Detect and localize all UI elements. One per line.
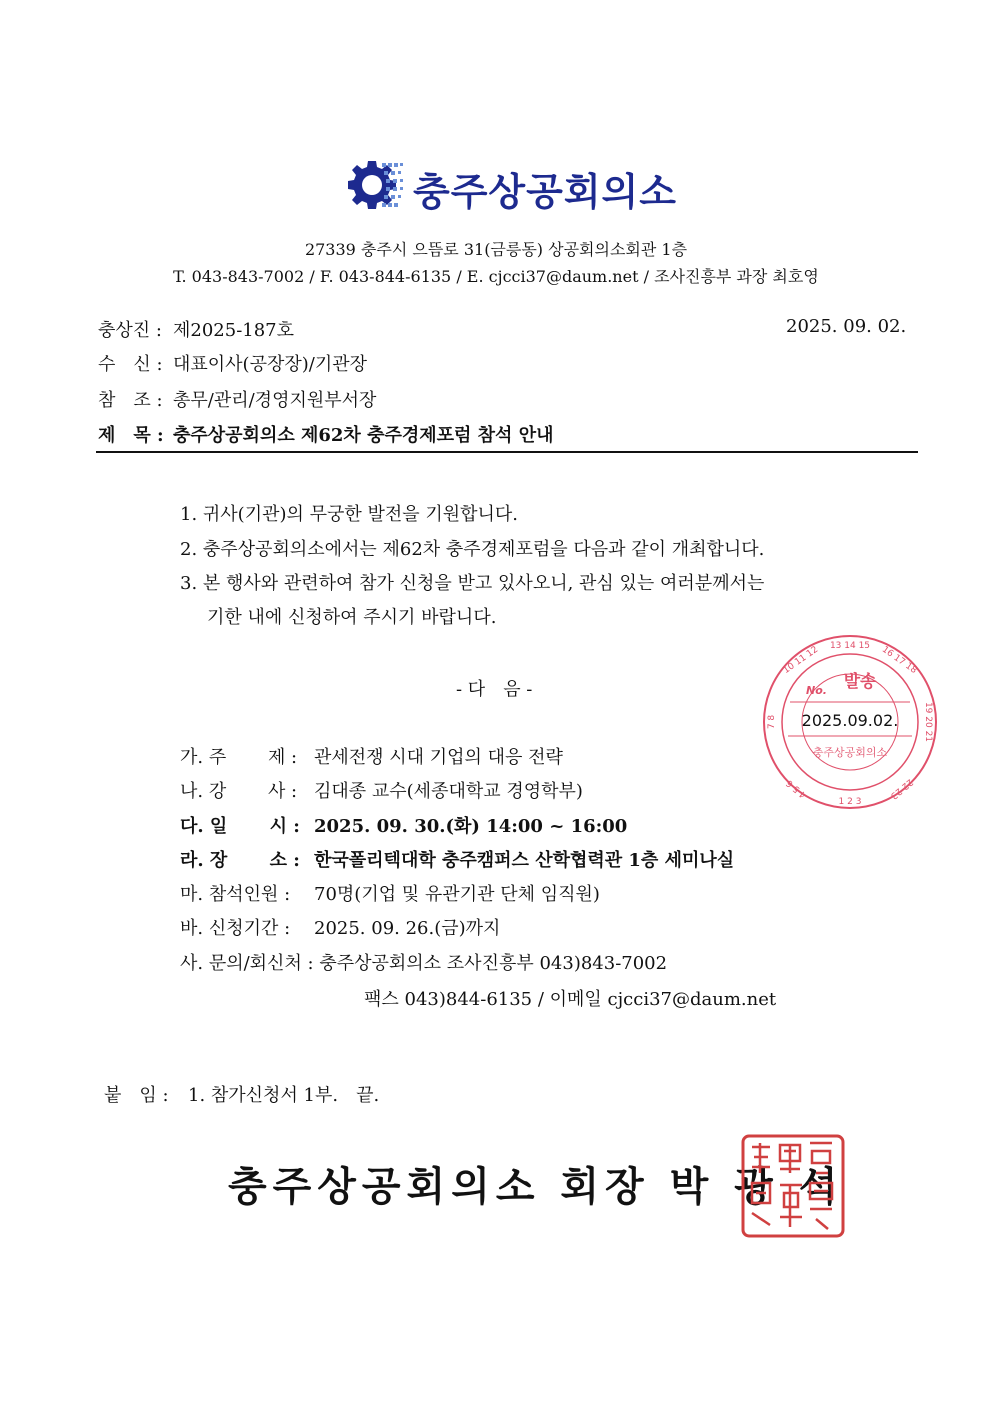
detail-label: 바. 신청기간 : — [180, 918, 291, 939]
detail-value: 충주상공회의소 조사진흥부 043)843-7002 — [319, 953, 668, 974]
paragraph-3b: 기한 내에 신청하여 주시기 바랍니다. — [207, 607, 497, 628]
detail-row — [180, 949, 667, 975]
attachment-value: 1. 참가신청서 1부. 끝. — [188, 1085, 380, 1106]
attachment-label: 붙 임 : — [104, 1085, 169, 1106]
stamp-title: 발송 — [843, 672, 877, 692]
detail-label: 사. 문의/회신처 : — [180, 953, 314, 974]
contact-line-2: 팩스 043)844-6135 / 이메일 cjcci37@daum.net — [364, 989, 777, 1010]
detail-label: 다. 일 시 : — [180, 816, 300, 837]
details-heading: - 다 음 - — [456, 679, 533, 700]
detail-value: 관세전쟁 시대 기업의 대응 전략 — [314, 747, 563, 768]
svg-text:19 20 21: 19 20 21 — [923, 701, 933, 743]
doc-number-label: 충상진 : — [98, 320, 162, 341]
stamp-date: 2025.09.02. — [801, 711, 899, 730]
reference: 총무/관리/경영지원부서장 — [173, 390, 377, 411]
attachment-row — [104, 1081, 379, 1107]
subject: 충주상공회의소 제62차 충주경제포럼 참석 안내 — [173, 425, 554, 446]
recipient-row — [98, 350, 367, 376]
detail-row — [180, 812, 627, 838]
org-name-logo: 충주상공회의소 — [413, 170, 677, 214]
signature: 충주상공회의소 회장 박 광 석 — [228, 1163, 844, 1210]
detail-label: 라. 장 소 : — [180, 850, 300, 871]
paragraph-1: 1. 귀사(기관)의 무궁한 발전을 기원합니다. — [180, 504, 519, 525]
detail-row — [180, 743, 563, 769]
svg-text:16 17 18: 16 17 18 — [879, 644, 919, 676]
official-seal-icon — [740, 1133, 846, 1239]
svg-text:1 2 3: 1 2 3 — [838, 797, 862, 807]
detail-row — [180, 777, 583, 803]
paragraph-3a: 3. 본 행사와 관련하여 참가 신청을 받고 있사오니, 관심 있는 여러분께서는 — [180, 573, 765, 594]
svg-text:22 23: 22 23 — [888, 776, 915, 801]
doc-number: 제2025-187호 — [173, 320, 295, 341]
recipient: 대표이사(공장장)/기관장 — [173, 354, 367, 375]
stamp-no: No. — [806, 684, 827, 697]
subject-row — [98, 421, 554, 447]
paragraph-2: 2. 충주상공회의소에서는 제62차 충주경제포럼을 다음과 같이 개최합니다. — [180, 539, 765, 560]
detail-label: 가. 주 제 : — [180, 747, 298, 768]
logo — [338, 155, 678, 221]
detail-value: 70명(기업 및 유관기관 단체 임직원) — [314, 884, 600, 905]
detail-row — [180, 846, 734, 872]
svg-text:4 5 6: 4 5 6 — [784, 777, 809, 800]
contact-line: T. 043-843-7002 / F. 043-844-6135 / E. cjcci37@daum.net / 조사진흥부 과장 최호영 — [173, 267, 819, 286]
doc-date: 2025. 09. 02. — [786, 316, 907, 337]
svg-text:13 14 15: 13 14 15 — [829, 641, 871, 651]
detail-label: 마. 참석인원 : — [180, 884, 291, 905]
detail-value: 김대종 교수(세종대학교 경영학부) — [314, 781, 583, 802]
detail-row — [180, 880, 600, 906]
doc-number-row — [98, 316, 294, 342]
reference-label: 참 조 : — [98, 390, 163, 411]
detail-value: 한국폴리텍대학 충주캠퍼스 산학협력관 1층 세미나실 — [314, 850, 735, 871]
stamp-org: 충주상공회의소 — [812, 746, 888, 759]
detail-value: 2025. 09. 26.(금)까지 — [314, 918, 501, 939]
reference-row — [98, 386, 376, 412]
detail-label: 나. 강 사 : — [180, 781, 298, 802]
header-divider — [96, 451, 918, 453]
svg-text:10 11 12: 10 11 12 — [781, 644, 821, 676]
svg-text:7 8: 7 8 — [767, 714, 777, 730]
address-line: 27339 충주시 으뜸로 31(금릉동) 상공회의소회관 1층 — [304, 240, 688, 259]
recipient-label: 수 신 : — [98, 354, 163, 375]
detail-value: 2025. 09. 30.(화) 14:00 ~ 16:00 — [314, 816, 628, 837]
gear-logo-icon — [338, 155, 408, 217]
received-stamp — [760, 632, 940, 812]
subject-label: 제 목 : — [98, 425, 164, 446]
detail-row — [180, 914, 500, 940]
